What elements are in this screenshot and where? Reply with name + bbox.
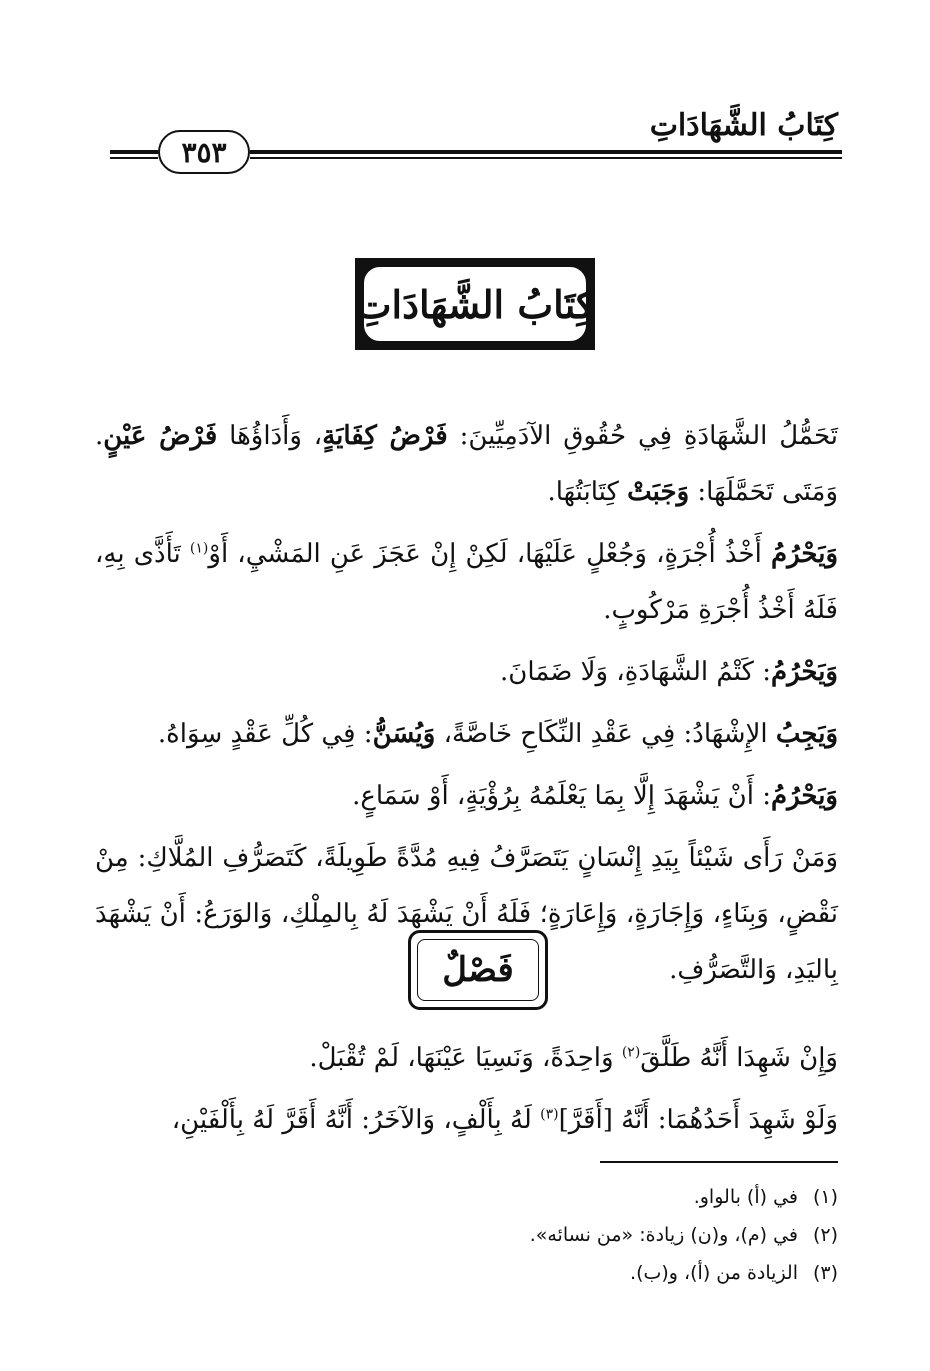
text-segment: وَإِنْ شَهِدَا أَنَّهُ طَلَّقَ [640,1043,838,1073]
paragraph [95,768,838,824]
keyword: وَيَحْرُمُ [770,657,838,687]
text-segment: لَهُ بِأَلْفٍ، وَالآخَرُ: أَنَّهُ أَقَرَّ لَهُ بِأَلْفَيْنِ، [171,1105,541,1135]
paragraph [95,1092,838,1148]
text-segment: أَخْذُ أُجْرَةٍ، وَجُعْلٍ عَلَيْهَا، لَكِنْ إِنْ عَجَزَ عَنِ المَشْيِ، أَوْ [208,539,771,569]
footnote-marker: (٢) [621,1044,641,1061]
section-title-frame [408,930,548,1010]
footnotes [530,1178,838,1292]
chapter-title: كِتَابُ الشَّهَادَاتِ [362,265,588,343]
keyword: وَيَجِبُ [775,719,838,749]
footnote [530,1216,838,1254]
header-rule [250,150,842,154]
footnote-text: في (م)، و(ن) زيادة: «من نسائه». [529,1224,798,1246]
page-number: ٣٥٣ [158,130,250,174]
keyword: وَيَحْرُمُ [770,539,839,569]
chapter-title-frame [355,258,595,350]
body-text-section-1 [95,408,838,998]
text-segment: : أَنْ يَشْهَدَ إِلَّا بِمَا يَعْلَمُهُ بِرُؤْيَةٍ، أَوْ سَمَاعٍ. [352,781,771,811]
paragraph [95,706,838,762]
paragraph [95,408,838,520]
footnote-separator [600,1161,838,1163]
text-segment: كِتَابَتُهَا. [547,477,628,507]
footnote-text: الزيادة من (أ)، و(ب). [630,1262,798,1284]
footnote-number: (٣) [812,1262,838,1284]
keyword: وَجَبَتْ [627,477,690,507]
paragraph [95,644,838,700]
header-rule-left-thin [110,157,158,159]
footnote [530,1178,838,1216]
text-segment: وَمَنْ رَأَى شَيْئاً بِيَدِ إِنْسَانٍ يَتَصَرَّفُ فِيهِ مُدَّةً طَوِيلَةً، كَتَصَرُّفِ المُلَّاكِ: مِنْ نَقْضٍ، وَبِنَاءٍ، وَإِجَارَةٍ، وَإِعَارَةٍ؛ فَلَهُ أَنْ يَشْهَدَ لَهُ بِالمِلْكِ، وَالوَرَعُ: أَنْ يَشْهَدَ بِاليَدِ، وَالتَّصَرُّفِ. [95,843,838,985]
footnote-number: (٢) [812,1224,838,1246]
section-title: فَصْلٌ [417,939,539,1001]
text-segment: وَلَوْ شَهِدَ أَحَدُهُمَا: أَنَّهُ [أَقَرَّ] [558,1105,838,1135]
header-rule-left [110,150,158,154]
keyword: وَيَحْرُمُ [770,781,838,811]
keyword: فَرْضُ كِفَايَةٍ [322,421,448,451]
text-segment: : كَتْمُ الشَّهَادَةِ، وَلَا ضَمَانَ. [500,657,771,687]
footnote-marker: (١) [189,540,209,557]
running-title: كِتَابُ الشَّهَادَاتِ [649,108,838,143]
footnote-text: في (أ) بالواو. [693,1186,798,1208]
footnote [530,1254,838,1292]
keyword: وَيُسَنُّ [372,719,436,749]
footnote-number: (١) [812,1186,838,1208]
text-segment: : فِي كُلِّ عَقْدٍ سِوَاهُ. [157,719,373,749]
text-segment: . وَمَتَى تَحَمَّلَهَا: [95,421,838,507]
text-segment: وَاحِدَةً، وَنَسِيَا عَيْنَهَا، لَمْ تُقْبَلْ. [309,1043,622,1073]
footnote-marker: (٣) [540,1106,559,1123]
text-segment: تَأَذَّى بِهِ، فَلَهُ أَخْذُ أُجْرَةِ مَرْكُوبٍ. [95,539,838,625]
text-segment: الإِشْهَادُ: فِي عَقْدِ النِّكَاحِ خَاصَّةً، [435,719,776,749]
header-rule-thin [250,157,842,159]
text-segment: تَحَمُّلُ الشَّهَادَةِ فِي حُقُوقِ الآدَمِيِّينَ: [447,421,838,451]
keyword: فَرْضُ عَيْنٍ [103,421,218,451]
text-segment: ، وَأَدَاؤُهَا [217,421,323,451]
body-text-section-2 [95,1030,838,1148]
paragraph [95,526,838,638]
paragraph [95,1030,838,1086]
